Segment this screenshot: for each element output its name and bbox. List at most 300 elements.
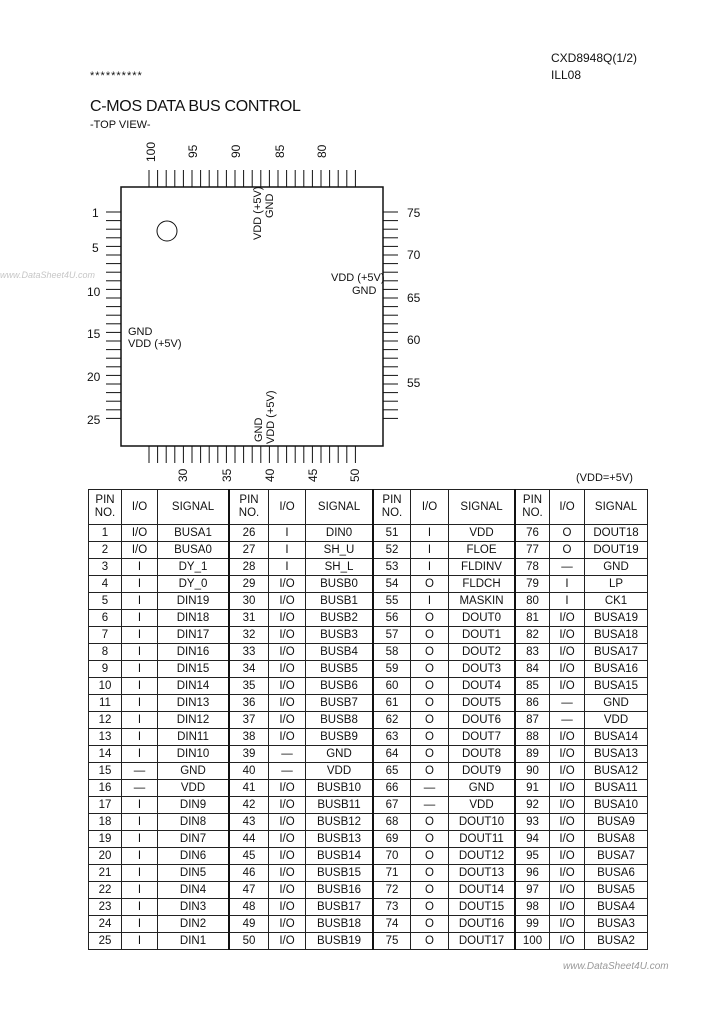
left-pin-20: 20 bbox=[87, 370, 101, 384]
table-cell: I bbox=[122, 593, 158, 610]
table-cell: I bbox=[122, 814, 158, 831]
table-row bbox=[89, 695, 648, 712]
top-vdd-label: VDD (+5V) bbox=[252, 186, 264, 240]
table-cell: BUSB8 bbox=[306, 712, 374, 729]
table-cell: — bbox=[550, 559, 585, 576]
table-cell: SH_U bbox=[306, 542, 374, 559]
table-cell: 23 bbox=[89, 899, 122, 916]
table-cell: BUSA18 bbox=[585, 627, 648, 644]
table-cell: BUSB3 bbox=[306, 627, 374, 644]
table-cell: 35 bbox=[229, 678, 269, 695]
table-cell: — bbox=[122, 780, 158, 797]
header-cell: I/O bbox=[122, 490, 158, 525]
table-cell: I bbox=[411, 542, 449, 559]
table-cell: O bbox=[411, 627, 449, 644]
table-cell: 68 bbox=[373, 814, 411, 831]
table-cell: 96 bbox=[515, 865, 550, 882]
table-cell: BUSB14 bbox=[306, 848, 374, 865]
top-pin-80: 80 bbox=[315, 144, 329, 158]
table-cell: 89 bbox=[515, 746, 550, 763]
header-cell: I/O bbox=[269, 490, 306, 525]
table-cell: I bbox=[122, 627, 158, 644]
table-cell: 82 bbox=[515, 627, 550, 644]
header-cell: SIGNAL bbox=[449, 490, 516, 525]
table-cell: I/O bbox=[550, 746, 585, 763]
right-pin-55: 55 bbox=[407, 376, 421, 390]
table-cell: I/O bbox=[550, 627, 585, 644]
table-cell: I bbox=[122, 865, 158, 882]
table-cell: I/O bbox=[269, 661, 306, 678]
header-cell: PIN NO. bbox=[515, 490, 550, 525]
table-cell: 29 bbox=[229, 576, 269, 593]
table-row bbox=[89, 865, 648, 882]
table-cell: 14 bbox=[89, 746, 122, 763]
table-cell: 44 bbox=[229, 831, 269, 848]
table-cell: I/O bbox=[550, 814, 585, 831]
table-cell: DY_1 bbox=[158, 559, 230, 576]
table-cell: 9 bbox=[89, 661, 122, 678]
table-cell: BUSA14 bbox=[585, 729, 648, 746]
table-cell: GND bbox=[449, 780, 516, 797]
table-cell: I bbox=[122, 729, 158, 746]
table-cell: 21 bbox=[89, 865, 122, 882]
table-cell: BUSB7 bbox=[306, 695, 374, 712]
table-cell: O bbox=[411, 763, 449, 780]
table-cell: BUSA6 bbox=[585, 865, 648, 882]
table-cell: I/O bbox=[269, 933, 306, 950]
table-cell: I bbox=[122, 644, 158, 661]
page-title: C-MOS DATA BUS CONTROL bbox=[90, 98, 301, 115]
table-cell: I/O bbox=[269, 729, 306, 746]
table-cell: 97 bbox=[515, 882, 550, 899]
table-cell: 33 bbox=[229, 644, 269, 661]
header-cell: PIN NO. bbox=[89, 490, 122, 525]
table-cell: BUSB19 bbox=[306, 933, 374, 950]
table-cell: I/O bbox=[550, 797, 585, 814]
table-cell: BUSA19 bbox=[585, 610, 648, 627]
table-cell: 12 bbox=[89, 712, 122, 729]
table-cell: 74 bbox=[373, 916, 411, 933]
table-cell: O bbox=[411, 831, 449, 848]
table-cell: BUSB13 bbox=[306, 831, 374, 848]
table-cell: I bbox=[411, 593, 449, 610]
table-row bbox=[89, 576, 648, 593]
table-cell: DIN19 bbox=[158, 593, 230, 610]
table-cell: — bbox=[269, 746, 306, 763]
watermark-bottom: www.DataSheet4U.com bbox=[563, 961, 669, 972]
table-cell: 78 bbox=[515, 559, 550, 576]
right-gnd-label: GND bbox=[352, 285, 377, 297]
table-cell: 7 bbox=[89, 627, 122, 644]
table-cell: I/O bbox=[550, 831, 585, 848]
part-id: CXD8948Q(1/2) bbox=[551, 51, 638, 65]
table-row bbox=[89, 712, 648, 729]
table-cell: BUSB16 bbox=[306, 882, 374, 899]
table-cell: — bbox=[122, 763, 158, 780]
table-cell: I bbox=[411, 525, 449, 542]
table-cell: 45 bbox=[229, 848, 269, 865]
table-cell: 55 bbox=[373, 593, 411, 610]
table-cell: I/O bbox=[550, 882, 585, 899]
table-cell: BUSA15 bbox=[585, 678, 648, 695]
table-cell: GND bbox=[306, 746, 374, 763]
table-cell: I/O bbox=[269, 814, 306, 831]
header-cell: PIN NO. bbox=[373, 490, 411, 525]
table-cell: BUSA16 bbox=[585, 661, 648, 678]
table-cell: DOUT11 bbox=[449, 831, 516, 848]
pin-table bbox=[88, 489, 648, 950]
table-cell: 66 bbox=[373, 780, 411, 797]
table-cell: O bbox=[411, 933, 449, 950]
table-cell: DY_0 bbox=[158, 576, 230, 593]
table-cell: 77 bbox=[515, 542, 550, 559]
table-row bbox=[89, 831, 648, 848]
table-row bbox=[89, 593, 648, 610]
table-cell: O bbox=[411, 610, 449, 627]
table-cell: I bbox=[122, 695, 158, 712]
table-cell: 18 bbox=[89, 814, 122, 831]
table-cell: DOUT17 bbox=[449, 933, 516, 950]
table-cell: I bbox=[122, 712, 158, 729]
table-cell: 20 bbox=[89, 848, 122, 865]
table-cell: 13 bbox=[89, 729, 122, 746]
table-cell: I bbox=[122, 797, 158, 814]
table-cell: 4 bbox=[89, 576, 122, 593]
left-vdd-label: VDD (+5V) bbox=[128, 338, 182, 350]
table-cell: I bbox=[122, 576, 158, 593]
table-cell: 60 bbox=[373, 678, 411, 695]
table-cell: 81 bbox=[515, 610, 550, 627]
table-cell: 38 bbox=[229, 729, 269, 746]
table-cell: 22 bbox=[89, 882, 122, 899]
table-row bbox=[89, 848, 648, 865]
table-cell: I/O bbox=[550, 780, 585, 797]
table-cell: — bbox=[411, 797, 449, 814]
table-cell: O bbox=[411, 695, 449, 712]
table-cell: 49 bbox=[229, 916, 269, 933]
top-pin-85: 85 bbox=[273, 144, 287, 158]
table-row bbox=[89, 678, 648, 695]
table-cell: BUSA8 bbox=[585, 831, 648, 848]
table-cell: VDD bbox=[449, 797, 516, 814]
table-cell: BUSA4 bbox=[585, 899, 648, 916]
table-cell: BUSB9 bbox=[306, 729, 374, 746]
left-pin-5: 5 bbox=[92, 241, 99, 255]
table-cell: 83 bbox=[515, 644, 550, 661]
table-cell: BUSA10 bbox=[585, 797, 648, 814]
table-cell: — bbox=[411, 780, 449, 797]
table-cell: 10 bbox=[89, 678, 122, 695]
table-cell: BUSB15 bbox=[306, 865, 374, 882]
table-cell: I/O bbox=[550, 763, 585, 780]
table-cell: DIN4 bbox=[158, 882, 230, 899]
table-cell: MASKIN bbox=[449, 593, 516, 610]
supply-note: (VDD=+5V) bbox=[576, 472, 633, 484]
bottom-pin-40: 40 bbox=[263, 468, 277, 482]
table-cell: I bbox=[122, 746, 158, 763]
table-cell: O bbox=[411, 661, 449, 678]
table-cell: I/O bbox=[269, 797, 306, 814]
table-cell: BUSA12 bbox=[585, 763, 648, 780]
table-cell: I/O bbox=[269, 882, 306, 899]
table-cell: FLDINV bbox=[449, 559, 516, 576]
table-row bbox=[89, 763, 648, 780]
left-pin-25: 25 bbox=[87, 413, 101, 427]
table-cell: O bbox=[411, 746, 449, 763]
table-cell: I/O bbox=[269, 610, 306, 627]
table-cell: 48 bbox=[229, 899, 269, 916]
table-cell: 93 bbox=[515, 814, 550, 831]
table-cell: I/O bbox=[550, 848, 585, 865]
header-cell: SIGNAL bbox=[306, 490, 374, 525]
table-cell: DIN6 bbox=[158, 848, 230, 865]
table-cell: I/O bbox=[550, 661, 585, 678]
table-cell: BUSB4 bbox=[306, 644, 374, 661]
right-vdd-label: VDD (+5V) bbox=[331, 272, 385, 284]
table-cell: — bbox=[550, 712, 585, 729]
table-cell: DOUT9 bbox=[449, 763, 516, 780]
table-cell: BUSB2 bbox=[306, 610, 374, 627]
table-cell: 37 bbox=[229, 712, 269, 729]
table-cell: VDD bbox=[449, 525, 516, 542]
table-cell: BUSB5 bbox=[306, 661, 374, 678]
table-cell: 80 bbox=[515, 593, 550, 610]
table-cell: BUSB12 bbox=[306, 814, 374, 831]
right-pin-70: 70 bbox=[407, 248, 421, 262]
table-cell: I/O bbox=[269, 831, 306, 848]
table-cell: I/O bbox=[550, 865, 585, 882]
table-cell: 52 bbox=[373, 542, 411, 559]
left-pin-1: 1 bbox=[92, 206, 99, 220]
table-row bbox=[89, 899, 648, 916]
table-cell: 30 bbox=[229, 593, 269, 610]
table-row bbox=[89, 542, 648, 559]
table-row bbox=[89, 933, 648, 950]
table-cell: DOUT16 bbox=[449, 916, 516, 933]
table-cell: DOUT18 bbox=[585, 525, 648, 542]
table-cell: DOUT19 bbox=[585, 542, 648, 559]
table-cell: I bbox=[269, 559, 306, 576]
table-cell: BUSB18 bbox=[306, 916, 374, 933]
table-cell: I/O bbox=[550, 644, 585, 661]
table-cell: BUSA2 bbox=[585, 933, 648, 950]
header-stars: ********** bbox=[90, 70, 143, 82]
table-cell: 47 bbox=[229, 882, 269, 899]
table-row bbox=[89, 916, 648, 933]
table-cell: BUSA9 bbox=[585, 814, 648, 831]
table-cell: I bbox=[269, 542, 306, 559]
header-cell: I/O bbox=[550, 490, 585, 525]
table-cell: 75 bbox=[373, 933, 411, 950]
table-cell: FLOE bbox=[449, 542, 516, 559]
table-cell: I/O bbox=[269, 644, 306, 661]
table-cell: DIN3 bbox=[158, 899, 230, 916]
table-cell: 46 bbox=[229, 865, 269, 882]
table-row bbox=[89, 644, 648, 661]
table-cell: 17 bbox=[89, 797, 122, 814]
table-cell: 59 bbox=[373, 661, 411, 678]
table-cell: DIN1 bbox=[158, 933, 230, 950]
table-cell: 63 bbox=[373, 729, 411, 746]
table-cell: 39 bbox=[229, 746, 269, 763]
table-cell: 1 bbox=[89, 525, 122, 542]
table-cell: 100 bbox=[515, 933, 550, 950]
table-cell: 24 bbox=[89, 916, 122, 933]
table-cell: DIN5 bbox=[158, 865, 230, 882]
table-cell: BUSA1 bbox=[158, 525, 230, 542]
table-cell: O bbox=[411, 644, 449, 661]
table-cell: 69 bbox=[373, 831, 411, 848]
table-cell: BUSA7 bbox=[585, 848, 648, 865]
view-subtitle: -TOP VIEW- bbox=[90, 119, 151, 131]
table-cell: O bbox=[411, 865, 449, 882]
table-cell: 8 bbox=[89, 644, 122, 661]
table-cell: I bbox=[122, 933, 158, 950]
table-cell: — bbox=[269, 763, 306, 780]
table-cell: BUSB17 bbox=[306, 899, 374, 916]
table-cell: 42 bbox=[229, 797, 269, 814]
table-cell: I bbox=[122, 661, 158, 678]
table-row bbox=[89, 661, 648, 678]
table-cell: DIN15 bbox=[158, 661, 230, 678]
table-cell: 91 bbox=[515, 780, 550, 797]
table-cell: I bbox=[122, 559, 158, 576]
table-cell: 72 bbox=[373, 882, 411, 899]
table-cell: VDD bbox=[306, 763, 374, 780]
table-cell: I/O bbox=[122, 542, 158, 559]
table-cell: 31 bbox=[229, 610, 269, 627]
table-cell: I bbox=[550, 593, 585, 610]
table-cell: 88 bbox=[515, 729, 550, 746]
table-cell: I/O bbox=[269, 865, 306, 882]
table-cell: 56 bbox=[373, 610, 411, 627]
table-cell: DOUT14 bbox=[449, 882, 516, 899]
table-cell: I bbox=[122, 882, 158, 899]
bottom-pin-30: 30 bbox=[176, 468, 190, 482]
table-cell: DIN10 bbox=[158, 746, 230, 763]
table-cell: I/O bbox=[550, 899, 585, 916]
top-pin-90: 90 bbox=[229, 144, 243, 158]
table-cell: SH_L bbox=[306, 559, 374, 576]
table-cell: 95 bbox=[515, 848, 550, 865]
table-cell: 25 bbox=[89, 933, 122, 950]
table-cell: 73 bbox=[373, 899, 411, 916]
table-cell: 16 bbox=[89, 780, 122, 797]
table-cell: BUSB10 bbox=[306, 780, 374, 797]
table-cell: BUSB0 bbox=[306, 576, 374, 593]
table-cell: I/O bbox=[269, 780, 306, 797]
table-cell: DOUT12 bbox=[449, 848, 516, 865]
table-cell: DOUT5 bbox=[449, 695, 516, 712]
table-cell: O bbox=[411, 882, 449, 899]
table-cell: DIN14 bbox=[158, 678, 230, 695]
table-cell: 43 bbox=[229, 814, 269, 831]
table-cell: DIN12 bbox=[158, 712, 230, 729]
table-row bbox=[89, 627, 648, 644]
table-cell: 40 bbox=[229, 763, 269, 780]
table-cell: I/O bbox=[269, 916, 306, 933]
table-cell: O bbox=[411, 712, 449, 729]
table-cell: I/O bbox=[550, 916, 585, 933]
table-row bbox=[89, 814, 648, 831]
table-cell: I/O bbox=[269, 712, 306, 729]
table-cell: DIN16 bbox=[158, 644, 230, 661]
table-row bbox=[89, 559, 648, 576]
table-cell: 98 bbox=[515, 899, 550, 916]
table-cell: BUSB1 bbox=[306, 593, 374, 610]
table-cell: 53 bbox=[373, 559, 411, 576]
table-cell: I/O bbox=[550, 933, 585, 950]
table-cell: GND bbox=[585, 559, 648, 576]
bottom-pin-35: 35 bbox=[220, 468, 234, 482]
bottom-pin-45: 45 bbox=[306, 468, 320, 482]
table-cell: 19 bbox=[89, 831, 122, 848]
table-cell: DIN8 bbox=[158, 814, 230, 831]
table-cell: 5 bbox=[89, 593, 122, 610]
table-cell: O bbox=[411, 729, 449, 746]
table-cell: 58 bbox=[373, 644, 411, 661]
table-cell: 34 bbox=[229, 661, 269, 678]
table-cell: DOUT0 bbox=[449, 610, 516, 627]
table-cell: O bbox=[411, 814, 449, 831]
left-gnd-label: GND bbox=[128, 326, 153, 338]
table-cell: 6 bbox=[89, 610, 122, 627]
table-cell: DOUT1 bbox=[449, 627, 516, 644]
table-cell: I bbox=[122, 678, 158, 695]
table-cell: DIN9 bbox=[158, 797, 230, 814]
table-cell: 70 bbox=[373, 848, 411, 865]
table-cell: 76 bbox=[515, 525, 550, 542]
table-cell: I bbox=[122, 916, 158, 933]
table-cell: I bbox=[122, 848, 158, 865]
table-cell: O bbox=[411, 848, 449, 865]
table-cell: 28 bbox=[229, 559, 269, 576]
table-cell: 3 bbox=[89, 559, 122, 576]
table-cell: DOUT15 bbox=[449, 899, 516, 916]
table-cell: DOUT10 bbox=[449, 814, 516, 831]
table-header-row bbox=[89, 490, 648, 525]
header-cell: SIGNAL bbox=[585, 490, 648, 525]
table-cell: BUSA5 bbox=[585, 882, 648, 899]
table-cell: 36 bbox=[229, 695, 269, 712]
table-cell: 64 bbox=[373, 746, 411, 763]
table-cell: I/O bbox=[269, 576, 306, 593]
table-cell: 61 bbox=[373, 695, 411, 712]
left-pin-15: 15 bbox=[87, 327, 101, 341]
table-cell: BUSB11 bbox=[306, 797, 374, 814]
table-cell: 67 bbox=[373, 797, 411, 814]
part-sub-id: ILL08 bbox=[551, 68, 582, 82]
table-cell: DOUT3 bbox=[449, 661, 516, 678]
table-cell: DIN13 bbox=[158, 695, 230, 712]
table-cell: I bbox=[269, 525, 306, 542]
watermark-left: www.DataSheet4U.com bbox=[0, 270, 96, 280]
table-cell: DIN0 bbox=[306, 525, 374, 542]
table-cell: DOUT8 bbox=[449, 746, 516, 763]
package-diagram bbox=[0, 0, 720, 470]
table-cell: 86 bbox=[515, 695, 550, 712]
table-cell: 41 bbox=[229, 780, 269, 797]
table-cell: 99 bbox=[515, 916, 550, 933]
table-cell: DOUT4 bbox=[449, 678, 516, 695]
table-cell: BUSA17 bbox=[585, 644, 648, 661]
table-cell: I/O bbox=[269, 899, 306, 916]
table-cell: BUSA3 bbox=[585, 916, 648, 933]
table-cell: DOUT7 bbox=[449, 729, 516, 746]
table-cell: 51 bbox=[373, 525, 411, 542]
bottom-pin-50: 50 bbox=[348, 468, 362, 482]
bottom-vdd-label: VDD (+5V) bbox=[265, 390, 277, 444]
